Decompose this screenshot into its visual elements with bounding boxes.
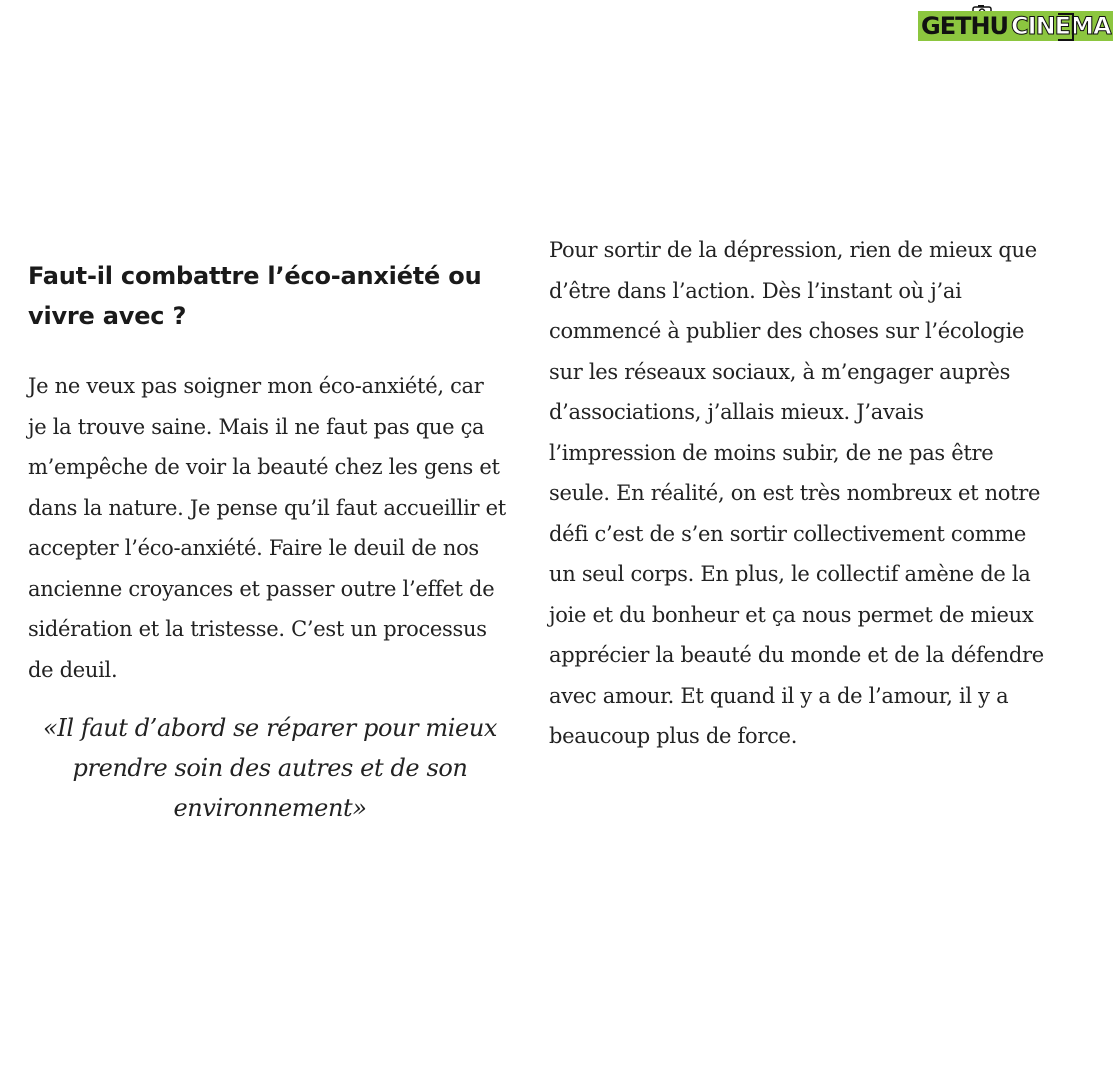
logo-text-gethu: GETHU <box>918 11 1011 41</box>
brand-logo <box>918 5 1111 43</box>
pull-quote: «Il faut d’abord se réparer pour mieux prendre soin des autres et de son environnement» <box>42 714 498 822</box>
logo-text-cinema: CINEMA <box>1011 12 1111 40</box>
right-paragraph: Pour sortir de la dépression, rien de mieux que d’être dans l’action. Dès l’instant où j’ai commencé à publier des choses sur l’écologie sur les réseaux sociaux, à m’engager auprès d’associations, j’allais mieux. J’avais l’impression de moins subir, de ne pas être seule. En réalité, on est très nombreux et notre défi c’est de s’en sortir collectivement comme un seul corps. En plus, le collectif amène de la joie et du bonheur et ça nous permet de mieux apprécier la beauté du monde et de la défendre avec amour. Et quand il y a de l’amour, il y a beaucoup plus de force. <box>549 238 1044 748</box>
section-heading: Faut-il combattre l’éco-anxiété ou vivre avec ? <box>28 262 482 330</box>
left-paragraph: Je ne veux pas soigner mon éco-anxiété, car je la trouve saine. Mais il ne faut pas que ça m’empêche de voir la beauté chez les gens et dans la nature. Je pense qu’il faut accueillir et accepter l’éco-anxiété. Faire le deuil de nos ancienne croyances et passer outre l’effet de sidération et la tristesse. C’est un processus de deuil. <box>28 374 506 682</box>
right-column <box>549 230 1055 757</box>
left-column <box>28 256 508 690</box>
film-strip-icon <box>1058 13 1074 41</box>
logo-wordmark <box>918 11 1113 41</box>
